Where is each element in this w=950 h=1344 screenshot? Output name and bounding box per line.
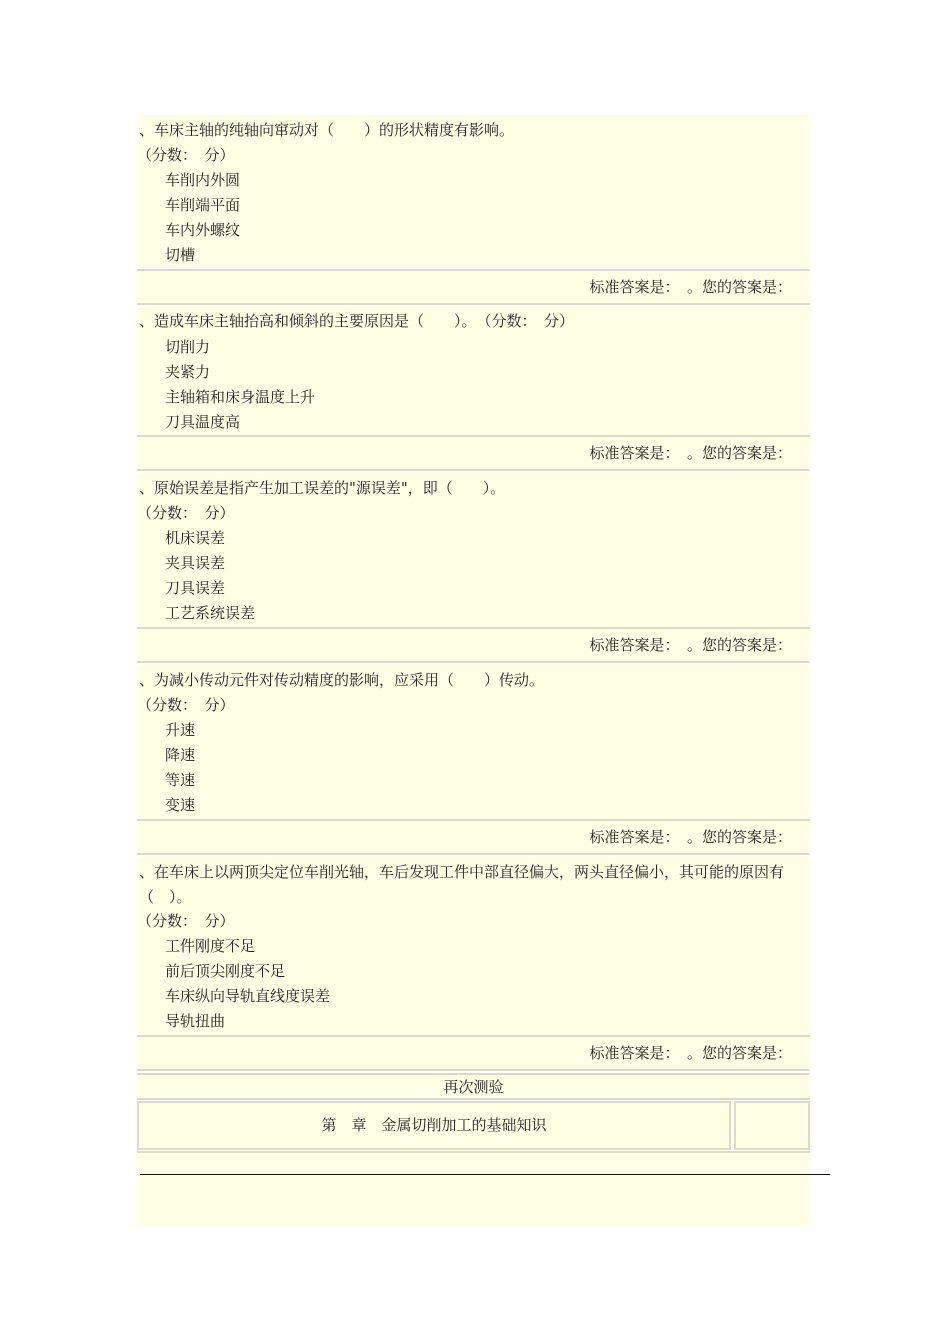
answer-text-5: 标准答案是： 。您的答案是： (589, 1044, 792, 1062)
bottom-area (137, 1151, 810, 1226)
question-3-text: 、原始误差是指产生加工误差的"源误差"，即（ ）。 (139, 479, 506, 497)
question-4-option-d[interactable]: 变速 (165, 796, 196, 814)
question-4-text: 、为减小传动元件对传动精度的影响，应采用（ ）传动。 (139, 671, 545, 689)
answer-bar-1 (137, 269, 810, 305)
question-2 (137, 306, 810, 434)
question-4-option-b[interactable]: 降速 (165, 746, 196, 764)
question-4-option-a[interactable]: 升速 (165, 721, 196, 739)
question-1-option-a[interactable]: 车削内外圆 (165, 171, 241, 189)
question-2-text: 、造成车床主轴抬高和倾斜的主要原因是（ ）。 （分数： 分） (139, 312, 575, 330)
question-5-text: 、在车床上以两顶尖定位车削光轴，车后发现工件中部直径偏大，两头直径偏小，其可能的原因有（ ）。 (139, 863, 785, 906)
question-4 (137, 665, 810, 818)
question-3-option-c[interactable]: 刀具误差 (165, 579, 226, 597)
question-3-option-d[interactable]: 工艺系统误差 (165, 604, 256, 622)
question-5-score: （分数： 分） (137, 912, 235, 930)
answer-text-3: 标准答案是： 。您的答案是： (589, 636, 792, 654)
question-1-text: 、车床主轴的纯轴向窜动对（ ）的形状精度有影响。 (139, 121, 515, 139)
chapter-side-cell (734, 1101, 810, 1150)
question-5 (137, 857, 810, 1034)
question-1-option-c[interactable]: 车内外螺纹 (165, 221, 241, 239)
answer-text-1: 标准答案是： 。您的答案是： (589, 278, 792, 296)
question-3-option-a[interactable]: 机床误差 (165, 529, 226, 547)
question-2-option-c[interactable]: 主轴箱和床身温度上升 (165, 388, 316, 406)
question-4-score: （分数： 分） (137, 696, 235, 714)
question-4-option-c[interactable]: 等速 (165, 771, 196, 789)
question-1-score: （分数： 分） (137, 146, 235, 164)
answer-bar-5 (137, 1035, 810, 1071)
horizontal-rule (140, 1174, 830, 1175)
question-5-option-b[interactable]: 前后顶尖刚度不足 (165, 962, 286, 980)
answer-text-2: 标准答案是： 。您的答案是： (589, 444, 792, 462)
question-3 (137, 473, 810, 626)
answer-bar-4 (137, 819, 810, 855)
answer-bar-2 (137, 435, 810, 471)
retest-button[interactable]: 再次测验 (137, 1073, 810, 1100)
answer-text-4: 标准答案是： 。您的答案是： (589, 828, 792, 846)
question-5-option-c[interactable]: 车床纵向导轨直线度误差 (165, 987, 331, 1005)
question-2-option-a[interactable]: 切削力 (165, 338, 211, 356)
question-1 (137, 115, 810, 268)
question-2-option-b[interactable]: 夹紧力 (165, 363, 211, 381)
question-3-option-b[interactable]: 夹具误差 (165, 554, 226, 572)
question-1-option-d[interactable]: 切槽 (165, 246, 196, 264)
question-5-option-d[interactable]: 导轨扭曲 (165, 1012, 226, 1030)
question-1-option-b[interactable]: 车削端平面 (165, 196, 241, 214)
chapter-title[interactable]: 第 章 金属切削加工的基础知识 (137, 1101, 731, 1150)
question-5-option-a[interactable]: 工件刚度不足 (165, 937, 256, 955)
answer-bar-3 (137, 627, 810, 663)
question-2-option-d[interactable]: 刀具温度高 (165, 413, 241, 431)
question-3-score: （分数： 分） (137, 504, 235, 522)
